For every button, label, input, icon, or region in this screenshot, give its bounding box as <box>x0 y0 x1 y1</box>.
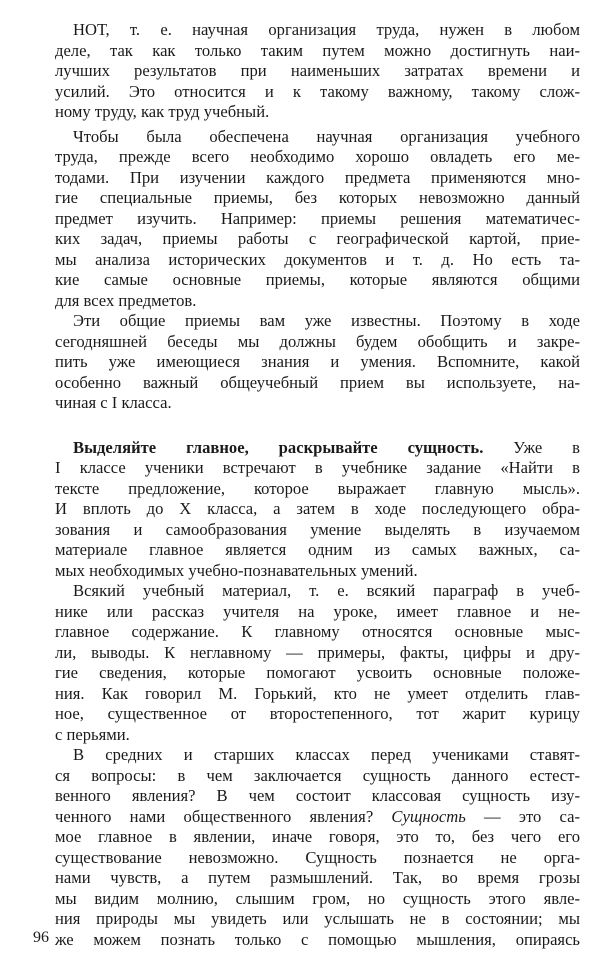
text-line: кие самые основные приемы, которые являются общими <box>55 270 580 289</box>
text-line: зования и самообразования умение выделять в изучаемом <box>55 519 580 539</box>
text-fragment: Уже в <box>483 437 580 457</box>
text-line: же можем познать только с помощью мышления, опираясь <box>55 929 580 949</box>
text-line: для всех предметов. <box>55 290 197 310</box>
text-line: венного явления? В чем состоит классовая сущность изу- <box>55 786 580 805</box>
text-line: Всякий учебный материал, т. е. всякий параграф в учеб- <box>73 581 580 600</box>
text-line: гие сведения, которые помогают усвоить основные положе- <box>55 663 580 682</box>
text-line: нами чувств, а путем размышлений. Так, во время грозы <box>55 868 580 887</box>
italic-term: Сущность <box>391 806 466 826</box>
text-line: гие специальные приемы, без которых невозможно данный <box>55 188 580 207</box>
text-fragment: — это са- <box>465 806 581 826</box>
text-line <box>55 807 580 828</box>
paragraph-1 <box>55 20 580 123</box>
text-line: пить уже имеющиеся знания и умения. Вспомните, какой <box>55 352 580 371</box>
text-line <box>55 438 580 459</box>
text-line: ному труду, как труд учебный. <box>55 102 270 121</box>
text-line: с перьями. <box>55 724 130 744</box>
text-line: ли, выводы. К неглавному — примеры, факты, цифры и дру- <box>55 642 580 662</box>
text-line: НОТ, т. е. научная организация труда, нужен в любом <box>73 20 580 39</box>
text-line: лучших результатов при наименьших затратах времени и <box>55 61 580 80</box>
text-line: существование невозможно. Сущность познается не орга- <box>55 847 580 867</box>
text-line: ких задач, приемы работы с географической картой, прие- <box>55 229 580 248</box>
text-line: нике или рассказ учителя на уроке, имеет главное и не- <box>55 601 580 621</box>
page-number: 96 <box>33 929 49 946</box>
text-line: мы анализа исторических документов и т. д. Но есть та- <box>55 249 580 269</box>
text-line: В средних и старших классах перед учениками ставят- <box>73 745 580 764</box>
text-line: сегодняшней беседы мы должны будем обобщить и закре- <box>55 331 580 351</box>
section-heading: Выделяйте главное, раскрывайте сущность. <box>73 437 484 457</box>
text-line: ся вопросы: в чем заключается сущность данного естест- <box>55 765 580 785</box>
text-line: Чтобы была обеспечена научная организация учебного <box>73 126 580 146</box>
text-line: чиная с I класса. <box>55 393 172 412</box>
text-line: ния природы мы увидеть или услышать не в состоянии; мы <box>55 909 580 928</box>
text-line: мое главное в явлении, иначе говоря, это то, без чего его <box>55 827 580 846</box>
text-line: усилий. Это относится и к такому важному, такому слож- <box>55 81 580 101</box>
paragraph-2 <box>55 127 580 312</box>
text-line: главное содержание. К главному относятся основные мыс- <box>55 622 580 641</box>
text-fragment: ченного нами общественного явления? <box>55 806 392 826</box>
text-line: труда, прежде всего необходимо хорошо овладеть его ме- <box>55 147 580 166</box>
paragraph-4 <box>55 438 580 582</box>
paragraph-6 <box>55 745 580 950</box>
text-line: I классе ученики встречают в учебнике задание «Найти в <box>55 458 580 477</box>
text-line: ния. Как говорил М. Горький, кто не умеет отделить глав- <box>55 683 580 703</box>
text-line: И вплоть до X класса, а затем в ходе последующего обра- <box>55 499 580 518</box>
text-column <box>55 20 580 950</box>
text-line: Эти общие приемы вам уже известны. Поэтому в ходе <box>73 311 580 330</box>
text-line: материале главное является одним из самых важных, са- <box>55 540 580 559</box>
text-line: ное, существенное от второстепенного, тот жарит курицу <box>55 704 580 723</box>
text-line: тодами. При изучении каждого предмета применяются мно- <box>55 167 580 187</box>
text-line: тексте предложение, которое выражает главную мысль». <box>55 478 580 498</box>
text-line: особенно важный общеучебный прием вы используете, на- <box>55 372 580 392</box>
text-line: мых необходимых учебно-познавательных умений. <box>55 560 418 580</box>
text-line: мы видим молнию, слышим гром, но сущность этого явле- <box>55 888 580 908</box>
text-line: предмет изучить. Например: приемы решения математичес- <box>55 208 580 228</box>
paragraph-3 <box>55 311 580 414</box>
paragraph-5 <box>55 581 580 745</box>
text-line: деле, так как только таким путем можно достигнуть наи- <box>55 40 580 60</box>
